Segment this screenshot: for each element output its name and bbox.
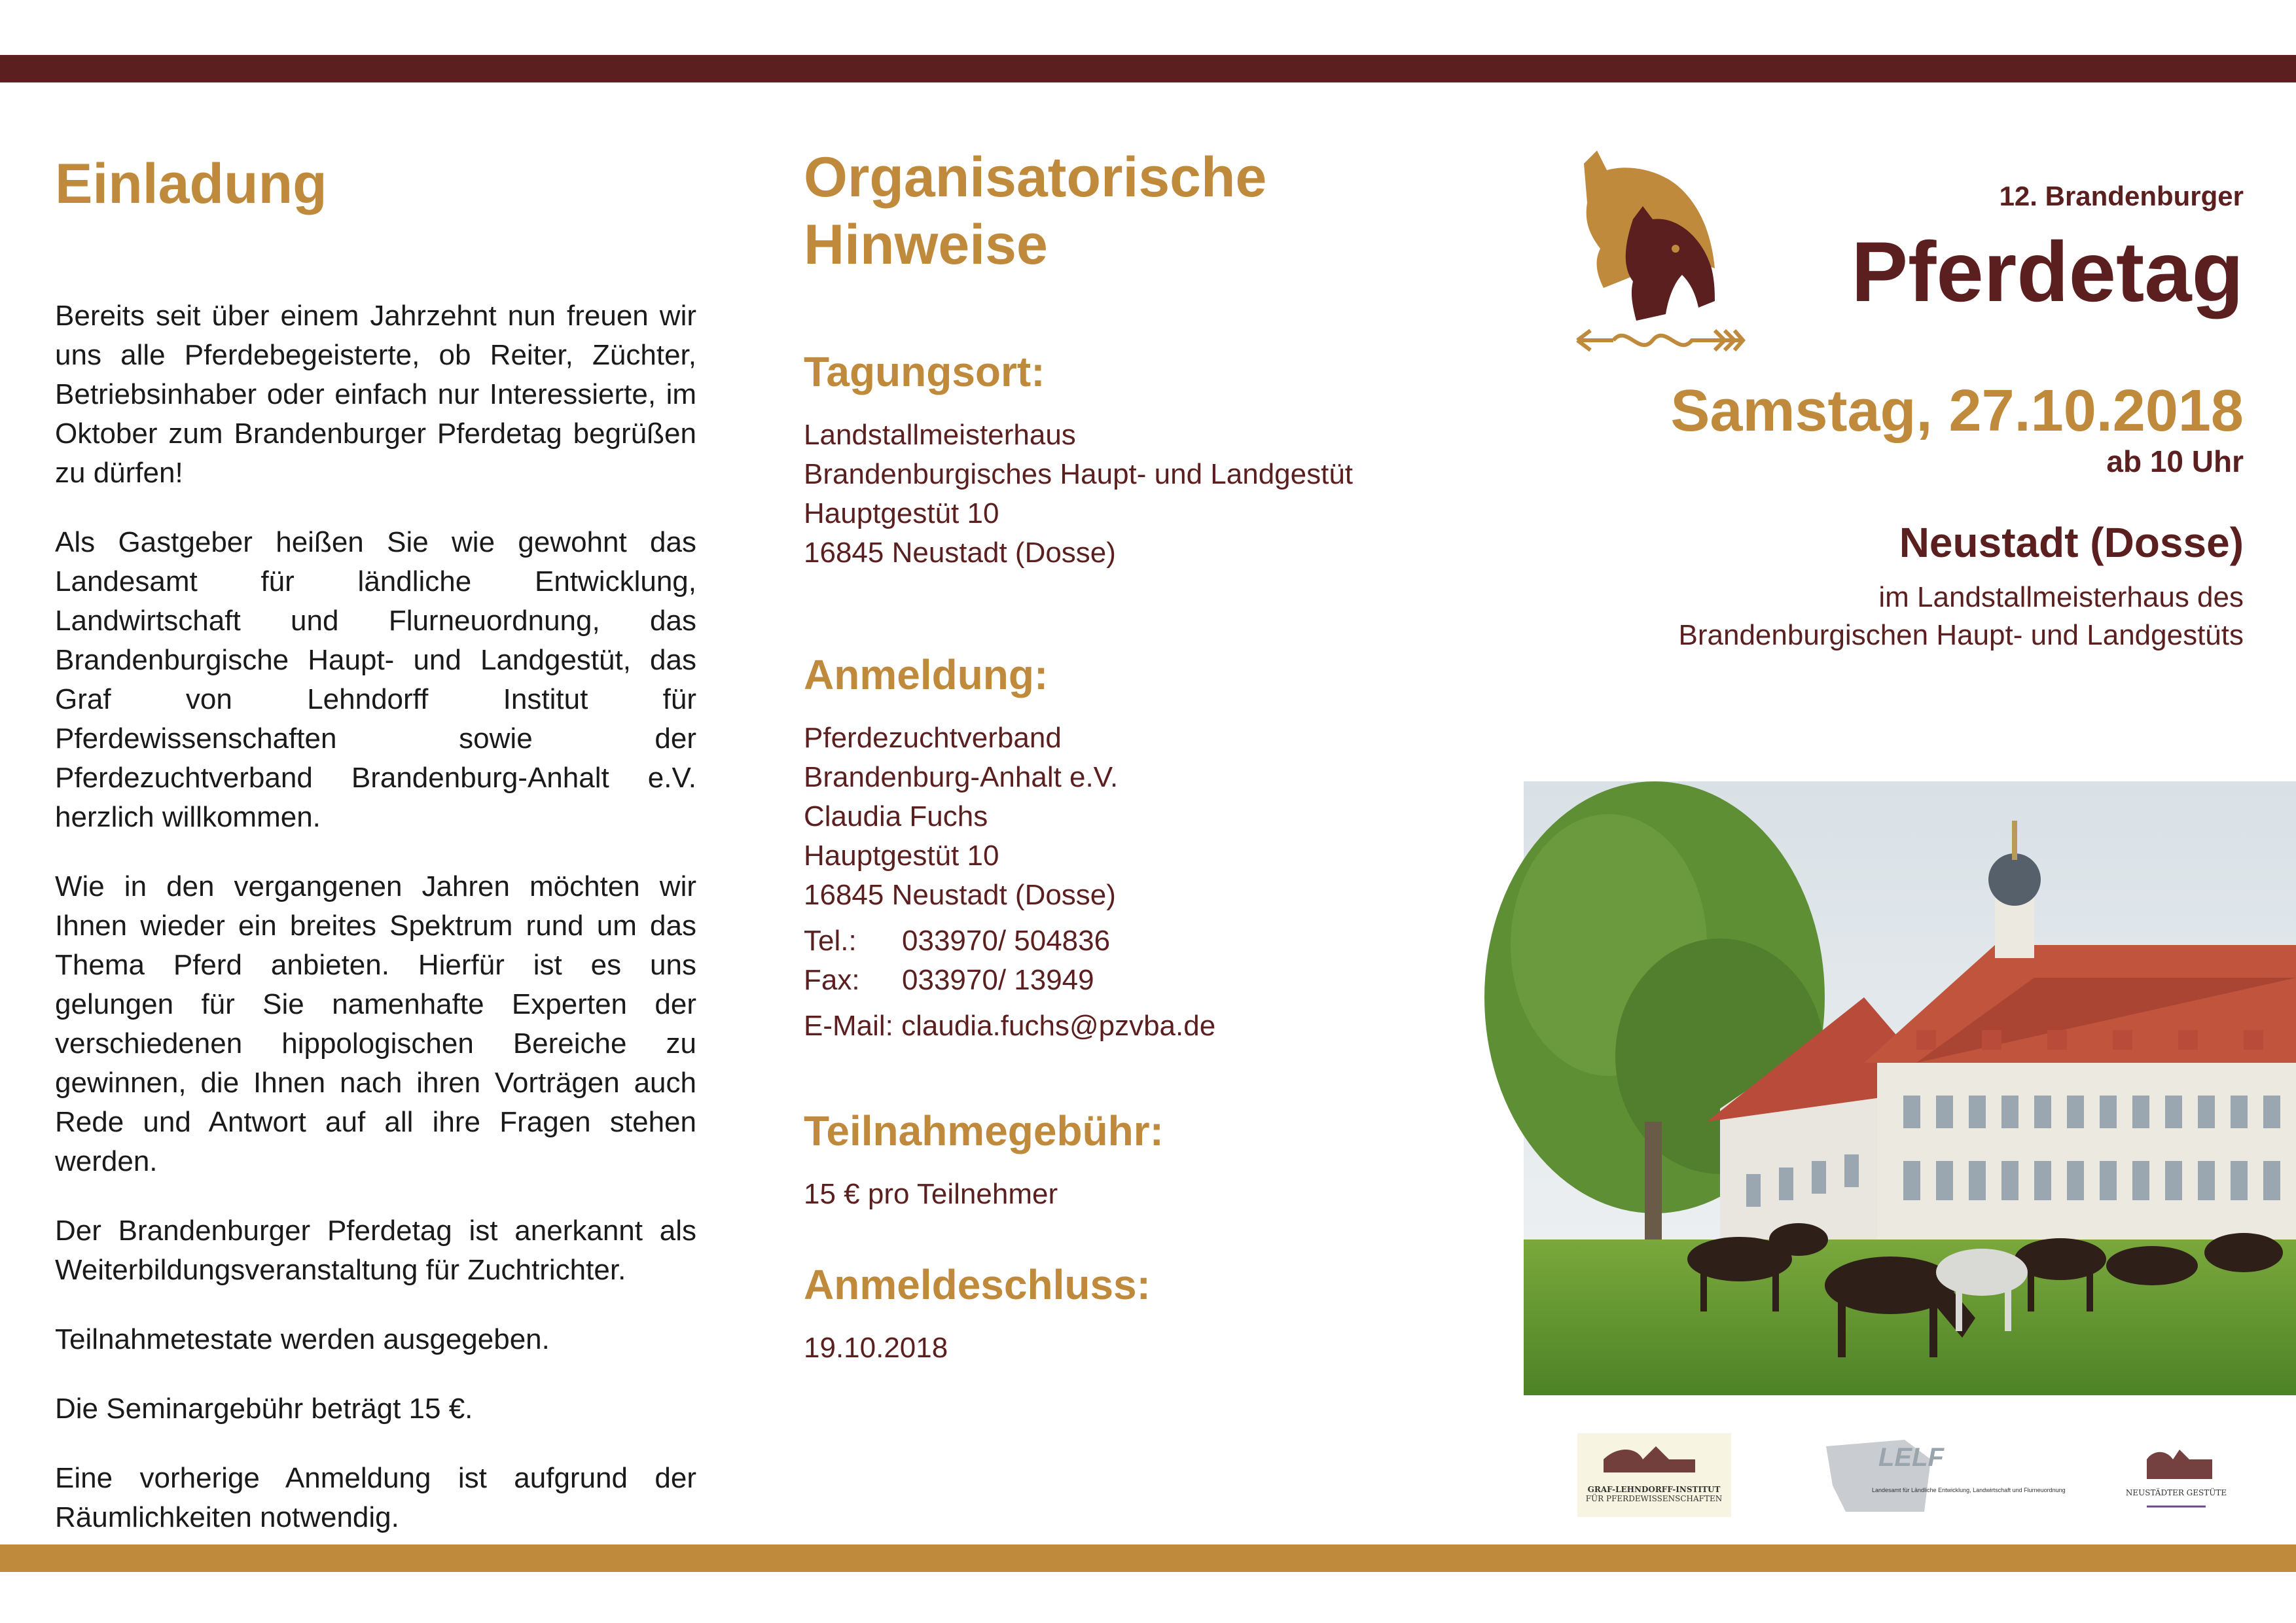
paragraph: Bereits seit über einem Jahrzehnt nun freuen wir uns alle Pferdebegeisterte, ob Reiter, Züchter, Betriebsinhaber oder einfach nur Interessierte, im Oktober zum Brandenburger Pferdetag begrüßen zu dürfen! [55, 300, 696, 490]
paragraph: Wie in den vergangenen Jahren möchten wir Ihnen wieder ein breites Spektrum rund um das Thema Pferd anbieten. Hierfür ist es uns gelungen für Sie namenhafte Experten der verschiedenen hippologischen Bereiche zu gewinnen, die Ihnen nach ihren Vorträgen auch Rede und Antwort auf all ihre Fragen stehen werden. [55, 870, 696, 1178]
address-line: Pferdezuchtverband [804, 721, 1062, 754]
organisation-column [804, 144, 1458, 1368]
event-time: ab 10 Uhr [2106, 444, 2244, 478]
invitation-column [55, 151, 696, 1567]
event-city: Neustadt (Dosse) [1899, 519, 2244, 566]
schluss-text: 19.10.2018 [804, 1331, 948, 1364]
anmeldung-section [804, 650, 1458, 1046]
lehndorff-logo [1577, 1433, 1731, 1517]
paragraph: Als Gastgeber heißen Sie wie gewohnt das Landesamt für ländliche Entwicklung, Landwirtschaft und Flurneuordnung, das Brandenburgische Haupt- und Landgestüt, das Graf von Lehndorff Institut für Pferdewissenschaften sowie der Pferdezuchtverband Brandenburg-Anhalt e.V. herzlich willkommen. [55, 526, 696, 834]
address-line: 16845 Neustadt (Dosse) [804, 537, 1116, 569]
event-title: Pferdetag [1851, 224, 2244, 319]
paragraph: Der Brandenburger Pferdetag ist anerkannt als Weiterbildungsveranstaltung für Zuchtrichter. [55, 1215, 696, 1287]
schluss-heading: Anmeldeschluss: [804, 1260, 1151, 1308]
fax-label: Fax: [804, 963, 860, 996]
invitation-heading: Einladung [55, 152, 327, 215]
bottom-stripe [0, 1544, 2296, 1572]
tel-value: 033970/ 504836 [902, 924, 1111, 957]
tel-label: Tel.: [804, 924, 857, 957]
address-line: Hauptgestüt 10 [804, 839, 999, 872]
invitation-text [55, 296, 696, 1537]
gebuehr-text: 15 € pro Teilnehmer [804, 1177, 1058, 1210]
event-location-line: im Landstallmeisterhaus des [1878, 581, 2244, 613]
event-location-line: Brandenburgischen Haupt- und Landgestüts [1678, 619, 2244, 651]
gebuehr-section [804, 1106, 1458, 1214]
partner-logos [1571, 1433, 2251, 1531]
anmeldung-heading: Anmeldung: [804, 651, 1049, 699]
neustaedter-logo [2108, 1433, 2245, 1517]
paragraph: Die Seminargebühr beträgt 15 €. [55, 1393, 473, 1425]
neustaedter-name: NEUSTÄDTER GESTÜTE [2125, 1488, 2227, 1497]
fax-row [804, 961, 1458, 1000]
email-line[interactable]: E-Mail: claudia.fuchs@pzvba.de [804, 1009, 1216, 1042]
address-line: 16845 Neustadt (Dosse) [804, 878, 1116, 911]
organisation-heading: Organisatorische Hinweise [804, 146, 1267, 277]
tagungsort-section [804, 347, 1458, 573]
lelf-logo [1820, 1433, 2066, 1517]
tel-row [804, 921, 1458, 961]
lelf-sub: Landesamt für Ländliche Entwicklung, Landwirtschaft und Flurneuordnung [1872, 1487, 2066, 1493]
paragraph: Teilnahmetestate werden ausgegeben. [55, 1323, 550, 1356]
address-line: Brandenburg-Anhalt e.V. [804, 760, 1119, 793]
address-line: Brandenburgisches Haupt- und Landgestüt [804, 458, 1354, 491]
gebuehr-heading: Teilnahmegebühr: [804, 1107, 1164, 1154]
lehndorff-name: GRAF-LEHNDORFF-INSTITUT [1587, 1485, 1721, 1494]
event-date: Samstag, 27.10.2018 [1670, 378, 2244, 444]
tagungsort-heading: Tagungsort: [804, 348, 1045, 396]
fax-value: 033970/ 13949 [902, 963, 1094, 996]
paragraph: Eine vorherige Anmeldung ist aufgrund der Räumlichkeiten notwendig. [55, 1462, 696, 1534]
estate-photo [1524, 781, 2296, 1395]
address-line: Landstallmeisterhaus [804, 419, 1076, 452]
tagungsort-address [804, 416, 1458, 573]
lelf-name: LELF [1878, 1443, 1944, 1472]
event-column [1525, 144, 2244, 654]
address-line: Hauptgestüt 10 [804, 497, 999, 530]
anmeldung-address [804, 719, 1458, 1046]
address-line: Claudia Fuchs [804, 800, 988, 832]
top-stripe [0, 55, 2296, 82]
lehndorff-sub: FÜR PFERDEWISSENSCHAFTEN [1585, 1494, 1723, 1503]
schluss-section [804, 1260, 1458, 1368]
event-subtitle: 12. Brandenburger [1999, 181, 2244, 211]
